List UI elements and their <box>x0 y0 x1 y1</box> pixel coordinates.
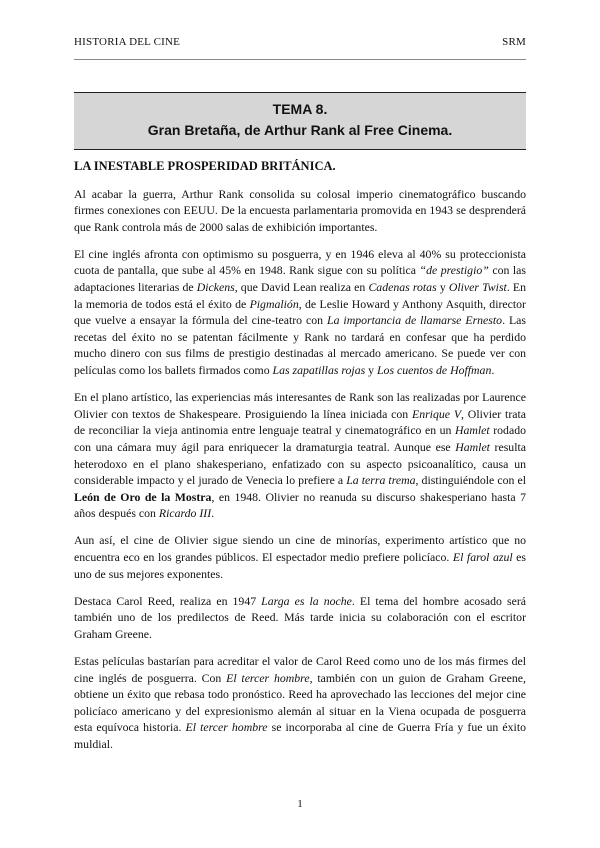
italic-run: Hamlet <box>454 423 490 438</box>
italic-run: Oliver Twist <box>448 280 507 295</box>
body-text <box>74 158 526 763</box>
italic-run: Los cuentos de Hoffman <box>377 363 492 378</box>
text-run: . En la memoria de todos está el éxito de <box>74 280 526 311</box>
text-run: En el plano artístico, las experiencias más interesantes de Rank son las realizadas por Laurence Olivier con textos de Shakespeare. Prosiguiendo la línea iniciada con <box>74 390 526 421</box>
chapter-number: TEMA 8. <box>272 101 328 117</box>
italic-run: El tercer hombre <box>185 720 268 735</box>
text-run: El cine inglés afronta con optimismo su posguerra, y en 1946 eleva al 40% su proteccionista cuota de pantalla, que sube al 45% en 1948. Rank sigue con su política <box>74 246 526 278</box>
header-course-title: HISTORIA DEL CINE <box>74 36 181 48</box>
text-run: rodado con una cámara muy ágil para enriquecer la dramaturgia teatral. Aunque ese <box>74 423 526 454</box>
text-run: . <box>491 363 495 378</box>
paragraph-5 <box>74 593 526 643</box>
section-heading: LA INESTABLE PROSPERIDAD BRITÁNICA. <box>74 159 336 173</box>
italic-run: Larga es la noche <box>261 593 352 608</box>
paragraph-4 <box>74 532 526 582</box>
text-run: resulta heterodoxo en el plano shakesperiano, enfatizado con su aspecto psicoanalítico, causa un considerable impacto y el jurado de Venecia lo prefiere a <box>74 439 526 488</box>
text-run: . <box>211 506 215 521</box>
text-run: Al acabar la guerra, Arthur Rank consolida su colosal imperio cinematográfico buscando firmes conexiones con EEUU. De la encuesta parlamentaria promovida en 1943 se desprenderá que Rank controla más de 2000 salas de exhibición importantes. <box>74 186 526 234</box>
italic-run: Hamlet <box>455 439 490 454</box>
text-run: Destaca Carol Reed, realiza en 1947 <box>74 593 262 608</box>
text-run: , también con un guion de Graham Greene, obtiene un éxito que rebasa todo pronóstico. Reed ha aprovechado las lecciones del mejor cine policíaco americano y del expresionismo alemán al situar en la Viena ocupada de posguerra esta equívoca historia. <box>74 670 526 735</box>
chapter-title-box <box>74 92 526 150</box>
text-run: . Las recetas del éxito no se patentan fácilmente y Rank no tardará en confesar que ha perdido mucho dinero con sus films de prestigio destinadas al mercado americano. Se puede ver con películas como los ballets firmados como <box>74 313 526 378</box>
italic-run: Pigmalión <box>249 296 299 311</box>
italic-run: Dickens <box>196 280 235 295</box>
italic-run: La importancia de llamarse Ernesto <box>327 313 503 328</box>
text-run: , distinguiéndole con el <box>415 473 526 488</box>
bold-run: León de Oro de la Mostra <box>74 489 212 504</box>
text-run: , Olivier trata de reconciliar la vieja antinomia entre lenguaje teatral y cinematográfico en un <box>74 406 526 438</box>
text-run: . El tema del hombre acosado será también uno de los predilectos de Reed. Más tarde inicia su colaboración con el escritor Graham Greene. <box>74 593 526 641</box>
italic-run: Las zapatillas rojas <box>272 363 366 378</box>
text-run: y <box>436 280 449 295</box>
text-run: se incorporaba al cine de Guerra Fría y fue un éxito muldial. <box>74 720 527 751</box>
italic-run: El tercer hombre <box>226 670 310 685</box>
italic-run: Enrique V <box>411 406 462 421</box>
text-run: , en 1948. Olivier no reanuda su discurso shakesperiano hasta 7 años después con <box>74 489 526 521</box>
page-number: 1 <box>297 798 303 810</box>
paragraph-3 <box>74 389 526 522</box>
text-run: y <box>365 363 377 378</box>
text-run: Aun así, el cine de Olivier sigue siendo un cine de minorías, experimento artístico que no encuentra eco en los grandes públicos. El espectador medio prefiere policíaco. <box>74 533 526 564</box>
text-run: , de Leslie Howard y Anthony Asquith, director que vuelve a ensayar la fórmula del cine-teatro con <box>74 296 526 328</box>
paragraph-1 <box>74 186 526 236</box>
italic-run: “de prestigio” <box>419 263 489 278</box>
paragraph-6 <box>74 653 526 753</box>
text-run: es uno de sus mejores exponentes. <box>74 549 526 581</box>
running-header <box>74 36 526 52</box>
chapter-title: Gran Bretaña, de Arthur Rank al Free Cinema. <box>147 122 453 138</box>
text-run: con las adaptaciones literarias de <box>74 263 527 295</box>
text-run: Estas películas bastarían para acreditar el valor de Carol Reed como uno de los más firmes del cine inglés de posguerra. Con <box>74 653 526 685</box>
paragraph-2 <box>74 246 526 379</box>
text-run: , que David Lean realiza en <box>234 280 369 295</box>
italic-run: Ricardo III <box>158 506 212 521</box>
italic-run: Cadenas rotas <box>368 280 437 295</box>
italic-run: El farol azul <box>452 549 513 564</box>
header-author-initials: SRM <box>502 36 526 48</box>
italic-run: La terra trema <box>346 473 416 488</box>
header-divider <box>74 59 526 60</box>
